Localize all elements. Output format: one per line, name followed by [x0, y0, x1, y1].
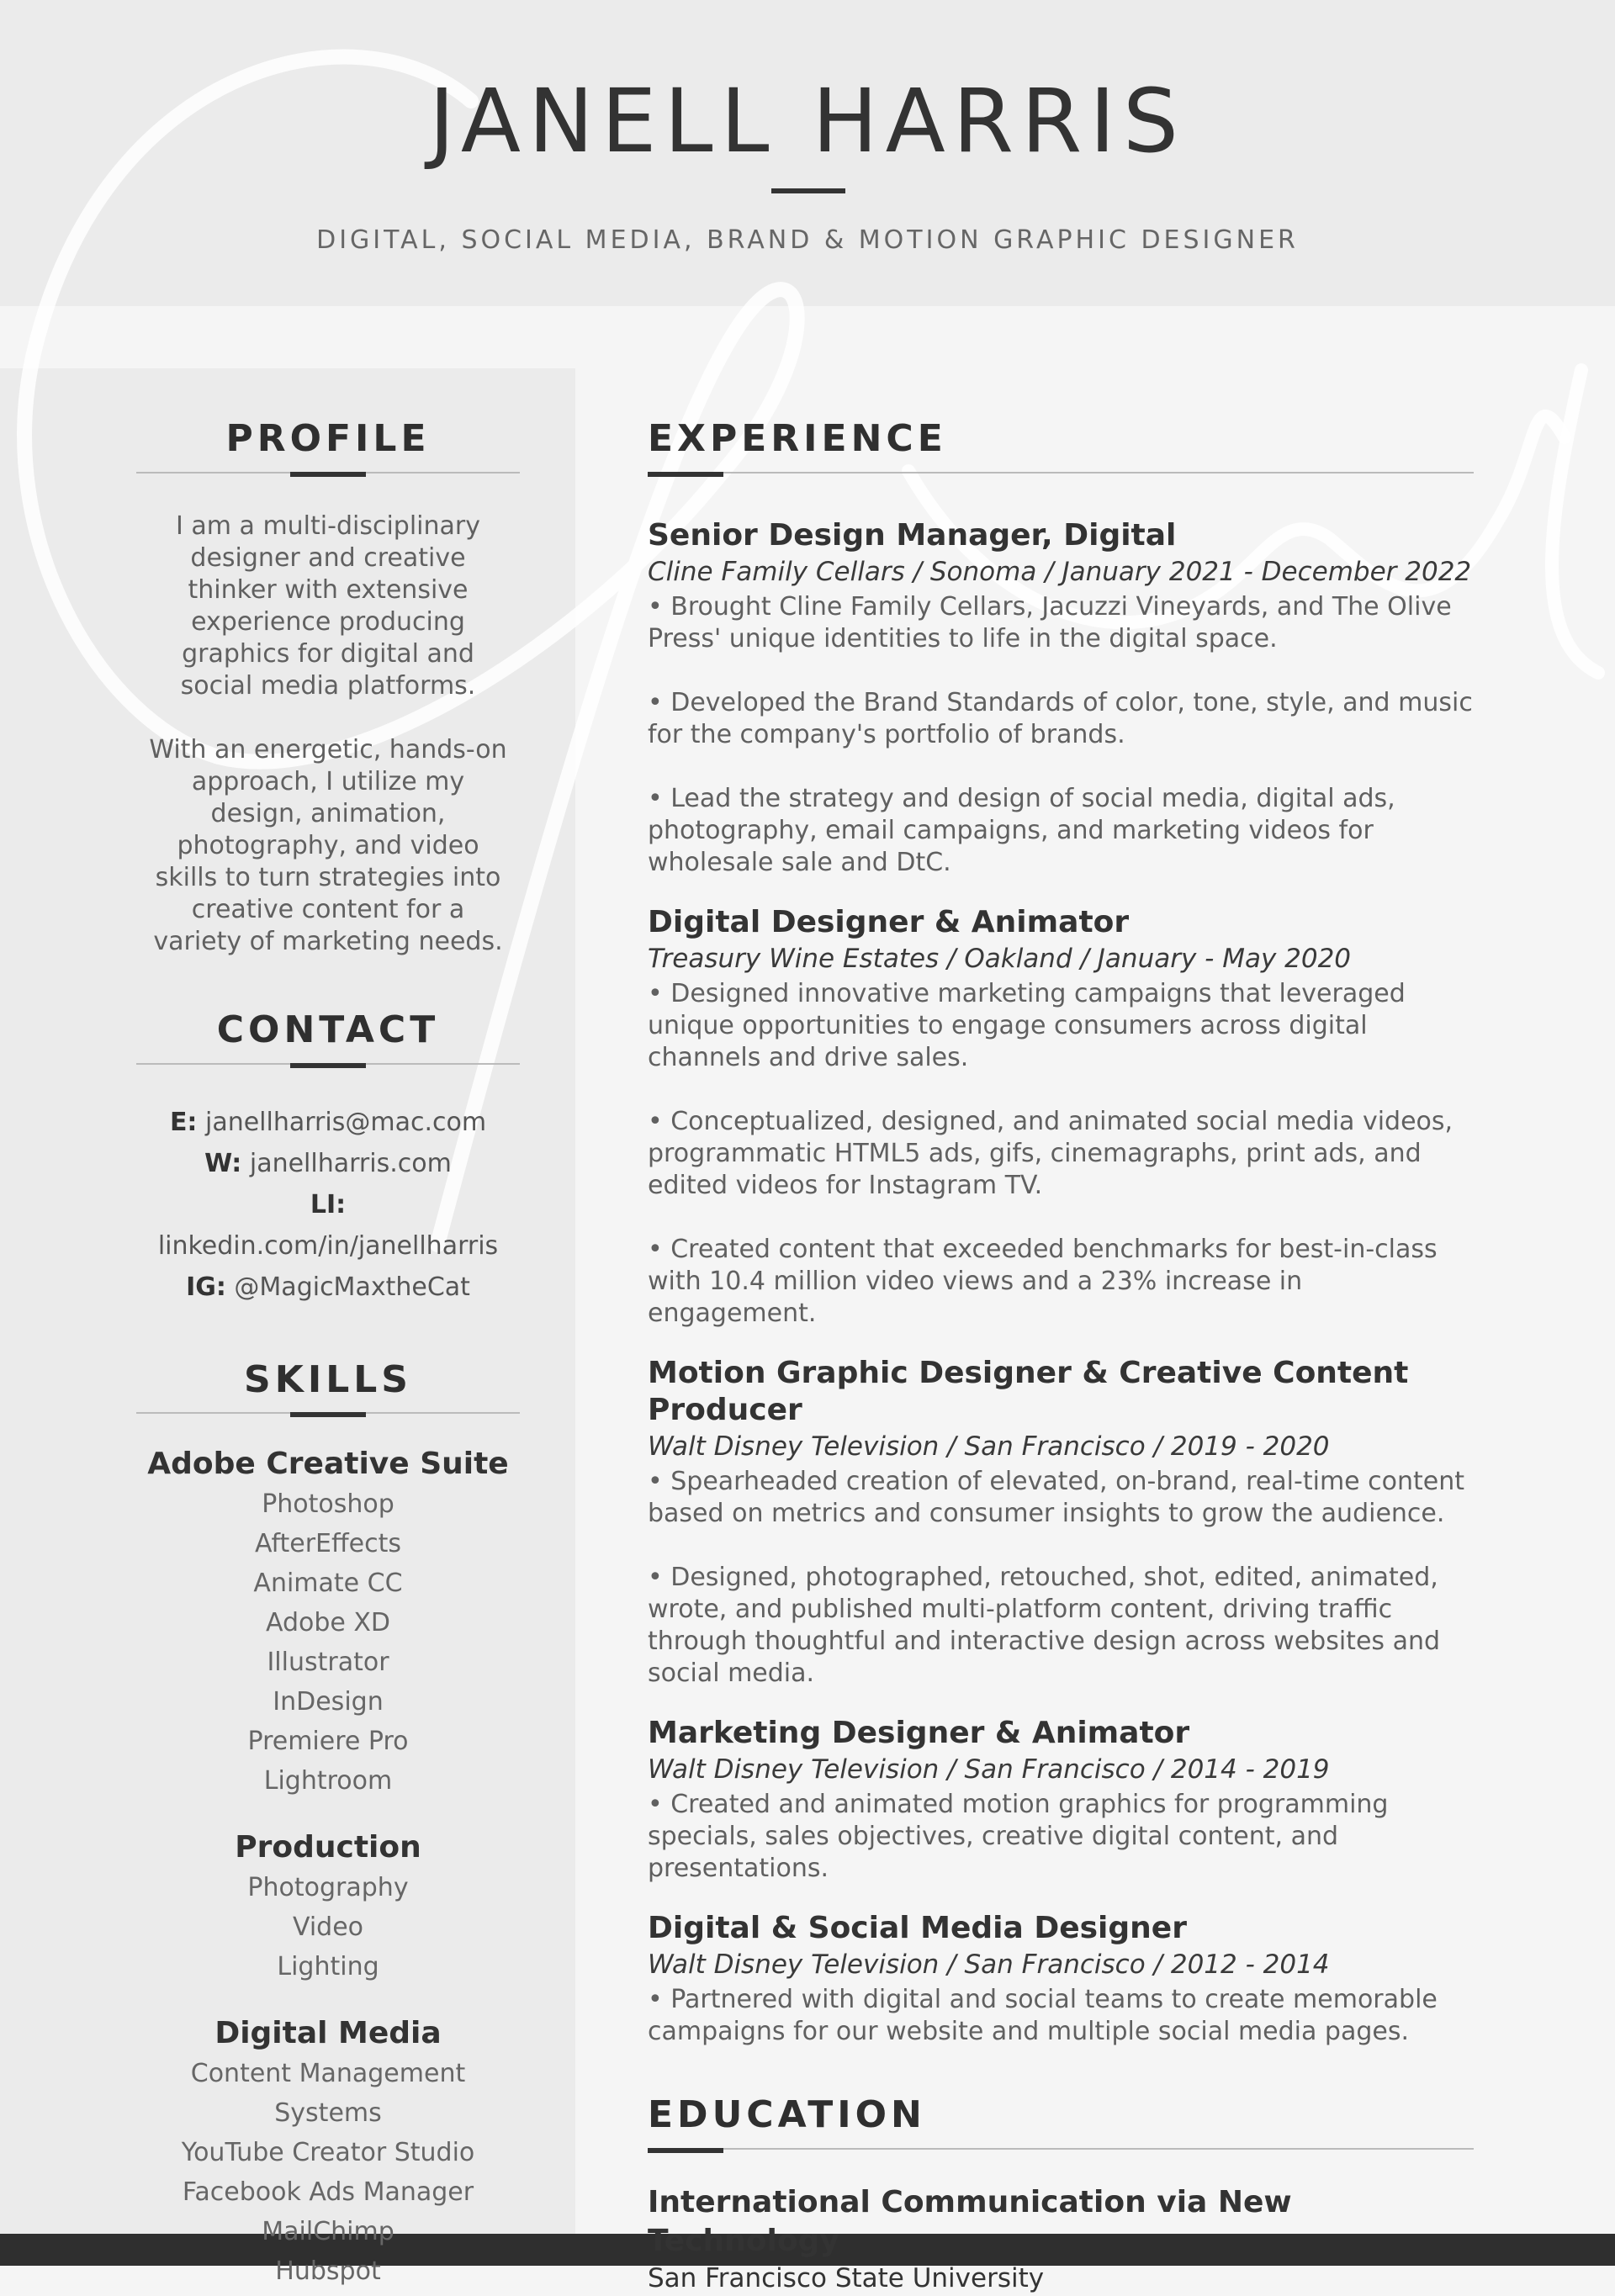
profile-paragraph: I am a multi-disciplinary designer and creative thinker with extensive experience producing graphics for digital and social media platforms.	[176, 511, 480, 701]
candidate-title: DIGITAL, SOCIAL MEDIA, BRAND & MOTION GRAPHIC DESIGNER	[316, 225, 1299, 255]
divider-accent	[648, 472, 723, 477]
experience-section	[648, 417, 1474, 2048]
skill-item: Animate CC	[253, 1569, 403, 1599]
skill-group-production	[136, 1828, 520, 1987]
skills-divider	[136, 1412, 520, 1414]
divider-accent	[290, 472, 366, 477]
website-link[interactable]: janellharris.com	[249, 1148, 452, 1178]
skill-item: YouTube Creator Studio	[181, 2138, 475, 2168]
skill-item: Illustrator	[267, 1648, 389, 1678]
right-column	[648, 417, 1474, 2296]
job-title: Digital & Social Media Designer	[648, 1910, 1187, 1945]
divider-accent	[290, 1412, 366, 1417]
contact-divider	[136, 1063, 520, 1065]
job-entry	[648, 1910, 1474, 2048]
job-bullet: • Designed innovative marketing campaigns that leveraged unique opportunities to engage consumers across digital channels and drive sales.	[648, 978, 1406, 1072]
profile-heading: PROFILE	[225, 417, 431, 460]
profile-section	[136, 417, 520, 958]
divider-accent	[648, 2148, 723, 2153]
email-link[interactable]: janellharris@mac.com	[204, 1107, 487, 1137]
job-entry	[648, 904, 1474, 1330]
skill-item: Premiere Pro	[247, 1727, 409, 1757]
skill-group-adobe	[136, 1444, 520, 1801]
skill-item: Content Management Systems	[190, 2059, 466, 2129]
contact-email: E: janellharris@mac.com	[169, 1107, 487, 1137]
experience-heading: EXPERIENCE	[648, 417, 947, 460]
education-divider	[648, 2148, 1474, 2150]
education-entry	[648, 2183, 1474, 2296]
instagram-handle[interactable]: @MagicMaxtheCat	[234, 1272, 470, 1302]
job-meta: Walt Disney Television / San Francisco / 2014 - 2019	[648, 1754, 1330, 1785]
job-entry	[648, 1715, 1474, 1885]
job-title: Senior Design Manager, Digital	[648, 517, 1177, 553]
skill-item: MailChimp	[262, 2217, 394, 2247]
left-column	[136, 417, 520, 2291]
job-bullet: • Spearheaded creation of elevated, on-brand, real-time content based on metrics and consumer insights to grow the audience.	[648, 1466, 1465, 1528]
skill-group-title: Production	[235, 1830, 421, 1865]
skill-item: InDesign	[273, 1687, 384, 1717]
education-heading: EDUCATION	[648, 2092, 926, 2136]
job-title: Marketing Designer & Animator	[648, 1715, 1190, 1750]
job-title: Digital Designer & Animator	[648, 904, 1130, 939]
experience-divider	[648, 472, 1474, 473]
skill-group-digital-media	[136, 2013, 520, 2291]
candidate-name: JANELL HARRIS	[429, 70, 1186, 172]
skill-group-title: Adobe Creative Suite	[147, 1447, 509, 1482]
skill-item: Hubspot	[275, 2256, 381, 2287]
education-section	[648, 2093, 1474, 2296]
degree-title: International Communication via New Technology	[648, 2184, 1292, 2258]
name-underline	[771, 188, 845, 193]
skill-group-title: Digital Media	[214, 2016, 442, 2051]
linkedin-link[interactable]: linkedin.com/in/janellharris	[157, 1230, 499, 1261]
job-bullet: • Lead the strategy and design of social media, digital ads, photography, email campaigns, and marketing videos for wholesale sale and DtC.	[648, 783, 1395, 877]
profile-text	[136, 511, 520, 958]
job-title: Motion Graphic Designer & Creative Content Producer	[648, 1355, 1409, 1427]
job-bullet: • Conceptualized, designed, and animated social media videos, programmatic HTML5 ads, gifs, cinemagraphs, print ads, and edited videos for Instagram TV.	[648, 1106, 1454, 1200]
contact-section	[136, 1008, 520, 1308]
skill-item: Facebook Ads Manager	[182, 2177, 474, 2208]
job-meta: Treasury Wine Estates / Oakland / January - May 2020	[648, 943, 1352, 974]
skill-item: AfterEffects	[254, 1529, 401, 1559]
school-name: San Francisco State University	[648, 2262, 1045, 2293]
job-bullet: • Brought Cline Family Cellars, Jacuzzi Vineyards, and The Olive Press' unique identities to life in the digital space.	[648, 591, 1452, 653]
job-meta: Walt Disney Television / San Francisco / 2012 - 2014	[648, 1949, 1330, 1980]
skill-item: Photoshop	[262, 1489, 394, 1520]
profile-paragraph: With an energetic, hands-on approach, I utilize my design, animation, photography, and video skills to turn strategies into creative content for a variety of marketing needs.	[149, 734, 507, 956]
skills-section	[136, 1358, 520, 2292]
skill-item: Lightroom	[263, 1766, 393, 1796]
skill-item: Adobe XD	[265, 1608, 391, 1638]
job-meta: Walt Disney Television / San Francisco / 2019 - 2020	[648, 1431, 1330, 1462]
profile-divider	[136, 472, 520, 473]
job-bullet: • Created content that exceeded benchmarks for best-in-class with 10.4 million video views and a 23% increase in engagement.	[648, 1234, 1438, 1328]
skill-item: Video	[292, 1912, 364, 1943]
contact-list	[136, 1102, 520, 1308]
job-bullet: • Partnered with digital and social teams to create memorable campaigns for our website and multiple social media pages.	[648, 1984, 1438, 2046]
contact-linkedin: LI: linkedin.com/in/janellharris	[157, 1189, 499, 1261]
skill-item: Lighting	[277, 1952, 379, 1982]
skills-heading: SKILLS	[244, 1357, 412, 1401]
job-bullet: • Designed, photographed, retouched, shot, edited, animated, wrote, and published multi-platform content, driving traffic through thoughtful and interactive design across websites and social media.	[648, 1562, 1441, 1688]
job-entry	[648, 517, 1474, 879]
contact-heading: CONTACT	[216, 1008, 440, 1051]
job-entry	[648, 1355, 1474, 1690]
job-bullet: • Developed the Brand Standards of color, tone, style, and music for the company's portfolio of brands.	[648, 687, 1473, 749]
contact-website: W: janellharris.com	[204, 1148, 452, 1178]
contact-instagram: IG: @MagicMaxtheCat	[186, 1272, 470, 1302]
skill-item: Photography	[247, 1873, 409, 1903]
divider-accent	[290, 1063, 366, 1068]
job-meta: Cline Family Cellars / Sonoma / January 2021 - December 2022	[648, 556, 1472, 587]
job-bullet: • Created and animated motion graphics for programming specials, sales objectives, creative digital content, and presentations.	[648, 1789, 1389, 1883]
